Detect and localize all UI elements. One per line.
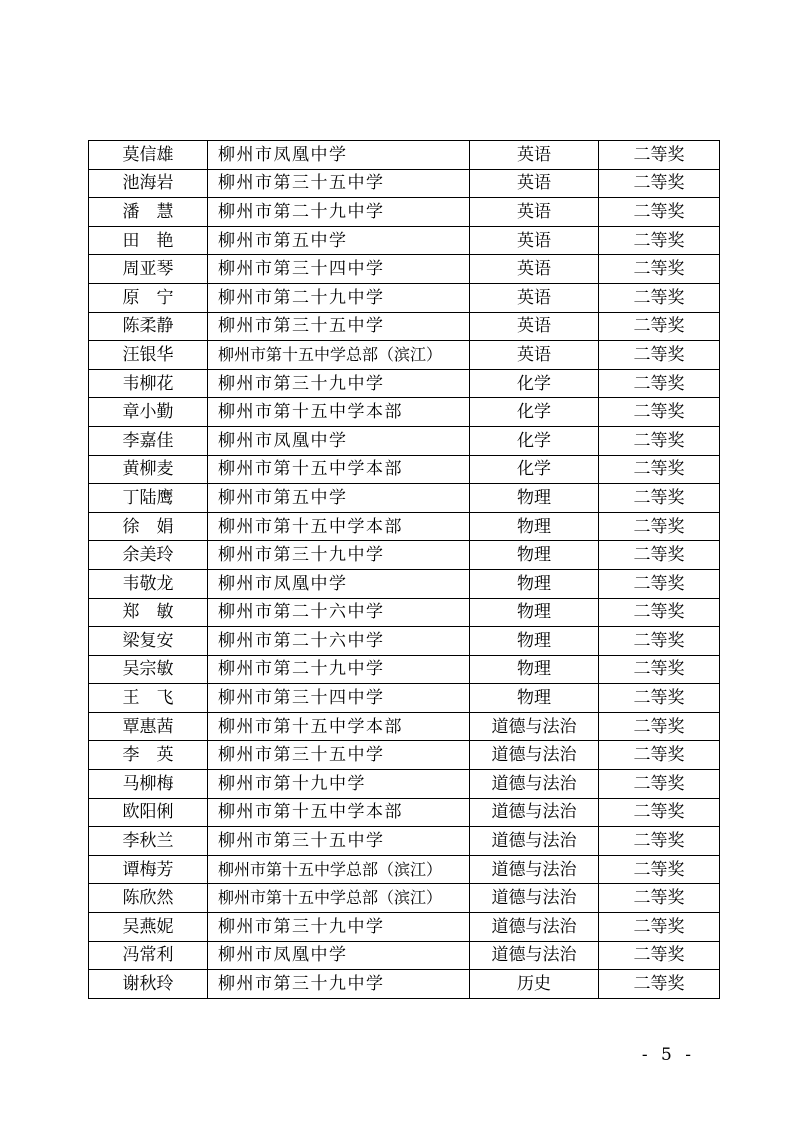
table-row (89, 341, 720, 370)
award-level-cell: 二等奖 (599, 712, 720, 741)
school-cell: 柳州市第三十五中学 (208, 741, 470, 770)
table-row (89, 541, 720, 570)
award-level-cell: 二等奖 (599, 655, 720, 684)
table-row (89, 627, 720, 656)
school-cell: 柳州市第三十四中学 (208, 684, 470, 713)
school-cell: 柳州市第二十九中学 (208, 198, 470, 227)
subject-cell: 道德与法治 (470, 712, 599, 741)
award-level-cell: 二等奖 (599, 770, 720, 799)
winner-name-cell: 谭梅芳 (89, 855, 208, 884)
subject-cell: 道德与法治 (470, 941, 599, 970)
school-cell: 柳州市第二十九中学 (208, 655, 470, 684)
winner-name-cell: 陈柔静 (89, 312, 208, 341)
school-cell: 柳州市凤凰中学 (208, 426, 470, 455)
school-cell: 柳州市第三十五中学 (208, 169, 470, 198)
table-row (89, 741, 720, 770)
subject-cell: 道德与法治 (470, 913, 599, 942)
school-cell: 柳州市第十五中学总部（滨江） (208, 855, 470, 884)
subject-cell: 物理 (470, 627, 599, 656)
winner-name-cell: 欧阳俐 (89, 798, 208, 827)
winner-name-cell: 徐 娟 (89, 512, 208, 541)
subject-cell: 化学 (470, 426, 599, 455)
subject-cell: 物理 (470, 484, 599, 513)
award-level-cell: 二等奖 (599, 627, 720, 656)
award-level-cell: 二等奖 (599, 426, 720, 455)
award-level-cell: 二等奖 (599, 741, 720, 770)
subject-cell: 英语 (470, 312, 599, 341)
subject-cell: 英语 (470, 283, 599, 312)
table-row (89, 884, 720, 913)
table-row (89, 426, 720, 455)
award-level-cell: 二等奖 (599, 369, 720, 398)
winner-name-cell: 马柳梅 (89, 770, 208, 799)
table-row (89, 855, 720, 884)
subject-cell: 道德与法治 (470, 884, 599, 913)
winner-name-cell: 池海岩 (89, 169, 208, 198)
school-cell: 柳州市凤凰中学 (208, 941, 470, 970)
award-level-cell: 二等奖 (599, 541, 720, 570)
winner-name-cell: 冯常利 (89, 941, 208, 970)
table-row (89, 455, 720, 484)
subject-cell: 化学 (470, 369, 599, 398)
subject-cell: 道德与法治 (470, 741, 599, 770)
subject-cell: 化学 (470, 398, 599, 427)
table-row (89, 369, 720, 398)
table-row (89, 226, 720, 255)
award-table (88, 140, 720, 999)
winner-name-cell: 李 英 (89, 741, 208, 770)
school-cell: 柳州市第十五中学本部 (208, 798, 470, 827)
subject-cell: 英语 (470, 169, 599, 198)
award-level-cell: 二等奖 (599, 569, 720, 598)
school-cell: 柳州市第五中学 (208, 484, 470, 513)
table-row (89, 512, 720, 541)
award-level-cell: 二等奖 (599, 283, 720, 312)
school-cell: 柳州市第三十九中学 (208, 369, 470, 398)
award-level-cell: 二等奖 (599, 827, 720, 856)
winner-name-cell: 王 飞 (89, 684, 208, 713)
subject-cell: 英语 (470, 226, 599, 255)
school-cell: 柳州市第五中学 (208, 226, 470, 255)
school-cell: 柳州市第三十九中学 (208, 541, 470, 570)
subject-cell: 物理 (470, 569, 599, 598)
subject-cell: 化学 (470, 455, 599, 484)
table-row (89, 970, 720, 999)
subject-cell: 英语 (470, 141, 599, 170)
subject-cell: 物理 (470, 684, 599, 713)
winner-name-cell: 周亚琴 (89, 255, 208, 284)
table-row (89, 941, 720, 970)
school-cell: 柳州市第三十九中学 (208, 913, 470, 942)
subject-cell: 道德与法治 (470, 798, 599, 827)
school-cell: 柳州市第十五中学本部 (208, 712, 470, 741)
table-row (89, 198, 720, 227)
subject-cell: 物理 (470, 655, 599, 684)
school-cell: 柳州市第十五中学本部 (208, 455, 470, 484)
subject-cell: 物理 (470, 512, 599, 541)
winner-name-cell: 章小勤 (89, 398, 208, 427)
table-row (89, 569, 720, 598)
winner-name-cell: 黄柳麦 (89, 455, 208, 484)
award-level-cell: 二等奖 (599, 970, 720, 999)
winner-name-cell: 丁陆鹰 (89, 484, 208, 513)
school-cell: 柳州市第三十五中学 (208, 827, 470, 856)
award-level-cell: 二等奖 (599, 169, 720, 198)
winner-name-cell: 田 艳 (89, 226, 208, 255)
table-row (89, 827, 720, 856)
winner-name-cell: 覃惠茜 (89, 712, 208, 741)
award-level-cell: 二等奖 (599, 455, 720, 484)
award-level-cell: 二等奖 (599, 141, 720, 170)
table-row (89, 770, 720, 799)
subject-cell: 物理 (470, 598, 599, 627)
award-level-cell: 二等奖 (599, 255, 720, 284)
winner-name-cell: 吴燕妮 (89, 913, 208, 942)
school-cell: 柳州市第二十九中学 (208, 283, 470, 312)
award-level-cell: 二等奖 (599, 312, 720, 341)
table-row (89, 169, 720, 198)
table-row (89, 141, 720, 170)
award-level-cell: 二等奖 (599, 226, 720, 255)
school-cell: 柳州市凤凰中学 (208, 141, 470, 170)
school-cell: 柳州市第十五中学总部（滨江） (208, 341, 470, 370)
winner-name-cell: 陈欣然 (89, 884, 208, 913)
winner-name-cell: 潘 慧 (89, 198, 208, 227)
subject-cell: 道德与法治 (470, 770, 599, 799)
page-number: - 5 - (641, 1045, 695, 1065)
award-level-cell: 二等奖 (599, 798, 720, 827)
winner-name-cell: 吴宗敏 (89, 655, 208, 684)
winner-name-cell: 李嘉佳 (89, 426, 208, 455)
winner-name-cell: 李秋兰 (89, 827, 208, 856)
school-cell: 柳州市第三十五中学 (208, 312, 470, 341)
winner-name-cell: 郑 敏 (89, 598, 208, 627)
school-cell: 柳州市第二十六中学 (208, 598, 470, 627)
school-cell: 柳州市第二十六中学 (208, 627, 470, 656)
subject-cell: 物理 (470, 541, 599, 570)
award-level-cell: 二等奖 (599, 941, 720, 970)
subject-cell: 历史 (470, 970, 599, 999)
subject-cell: 道德与法治 (470, 855, 599, 884)
table-row (89, 484, 720, 513)
winner-name-cell: 汪银华 (89, 341, 208, 370)
winner-name-cell: 谢秋玲 (89, 970, 208, 999)
table-row (89, 283, 720, 312)
subject-cell: 道德与法治 (470, 827, 599, 856)
school-cell: 柳州市第十五中学本部 (208, 398, 470, 427)
award-level-cell: 二等奖 (599, 913, 720, 942)
award-table-body (89, 141, 720, 999)
subject-cell: 英语 (470, 255, 599, 284)
winner-name-cell: 韦柳花 (89, 369, 208, 398)
school-cell: 柳州市第十五中学本部 (208, 512, 470, 541)
school-cell: 柳州市第十九中学 (208, 770, 470, 799)
school-cell: 柳州市凤凰中学 (208, 569, 470, 598)
table-row (89, 398, 720, 427)
award-level-cell: 二等奖 (599, 398, 720, 427)
award-level-cell: 二等奖 (599, 484, 720, 513)
table-row (89, 712, 720, 741)
award-level-cell: 二等奖 (599, 512, 720, 541)
school-cell: 柳州市第三十九中学 (208, 970, 470, 999)
table-row (89, 312, 720, 341)
award-level-cell: 二等奖 (599, 198, 720, 227)
award-level-cell: 二等奖 (599, 341, 720, 370)
winner-name-cell: 余美玲 (89, 541, 208, 570)
school-cell: 柳州市第十五中学总部（滨江） (208, 884, 470, 913)
winner-name-cell: 莫信雄 (89, 141, 208, 170)
table-row (89, 684, 720, 713)
school-cell: 柳州市第三十四中学 (208, 255, 470, 284)
table-row (89, 598, 720, 627)
winner-name-cell: 梁复安 (89, 627, 208, 656)
award-level-cell: 二等奖 (599, 855, 720, 884)
winner-name-cell: 韦敬龙 (89, 569, 208, 598)
subject-cell: 英语 (470, 198, 599, 227)
table-row (89, 255, 720, 284)
table-row (89, 913, 720, 942)
award-level-cell: 二等奖 (599, 884, 720, 913)
award-level-cell: 二等奖 (599, 598, 720, 627)
award-level-cell: 二等奖 (599, 684, 720, 713)
winner-name-cell: 原 宁 (89, 283, 208, 312)
subject-cell: 英语 (470, 341, 599, 370)
table-row (89, 655, 720, 684)
table-row (89, 798, 720, 827)
